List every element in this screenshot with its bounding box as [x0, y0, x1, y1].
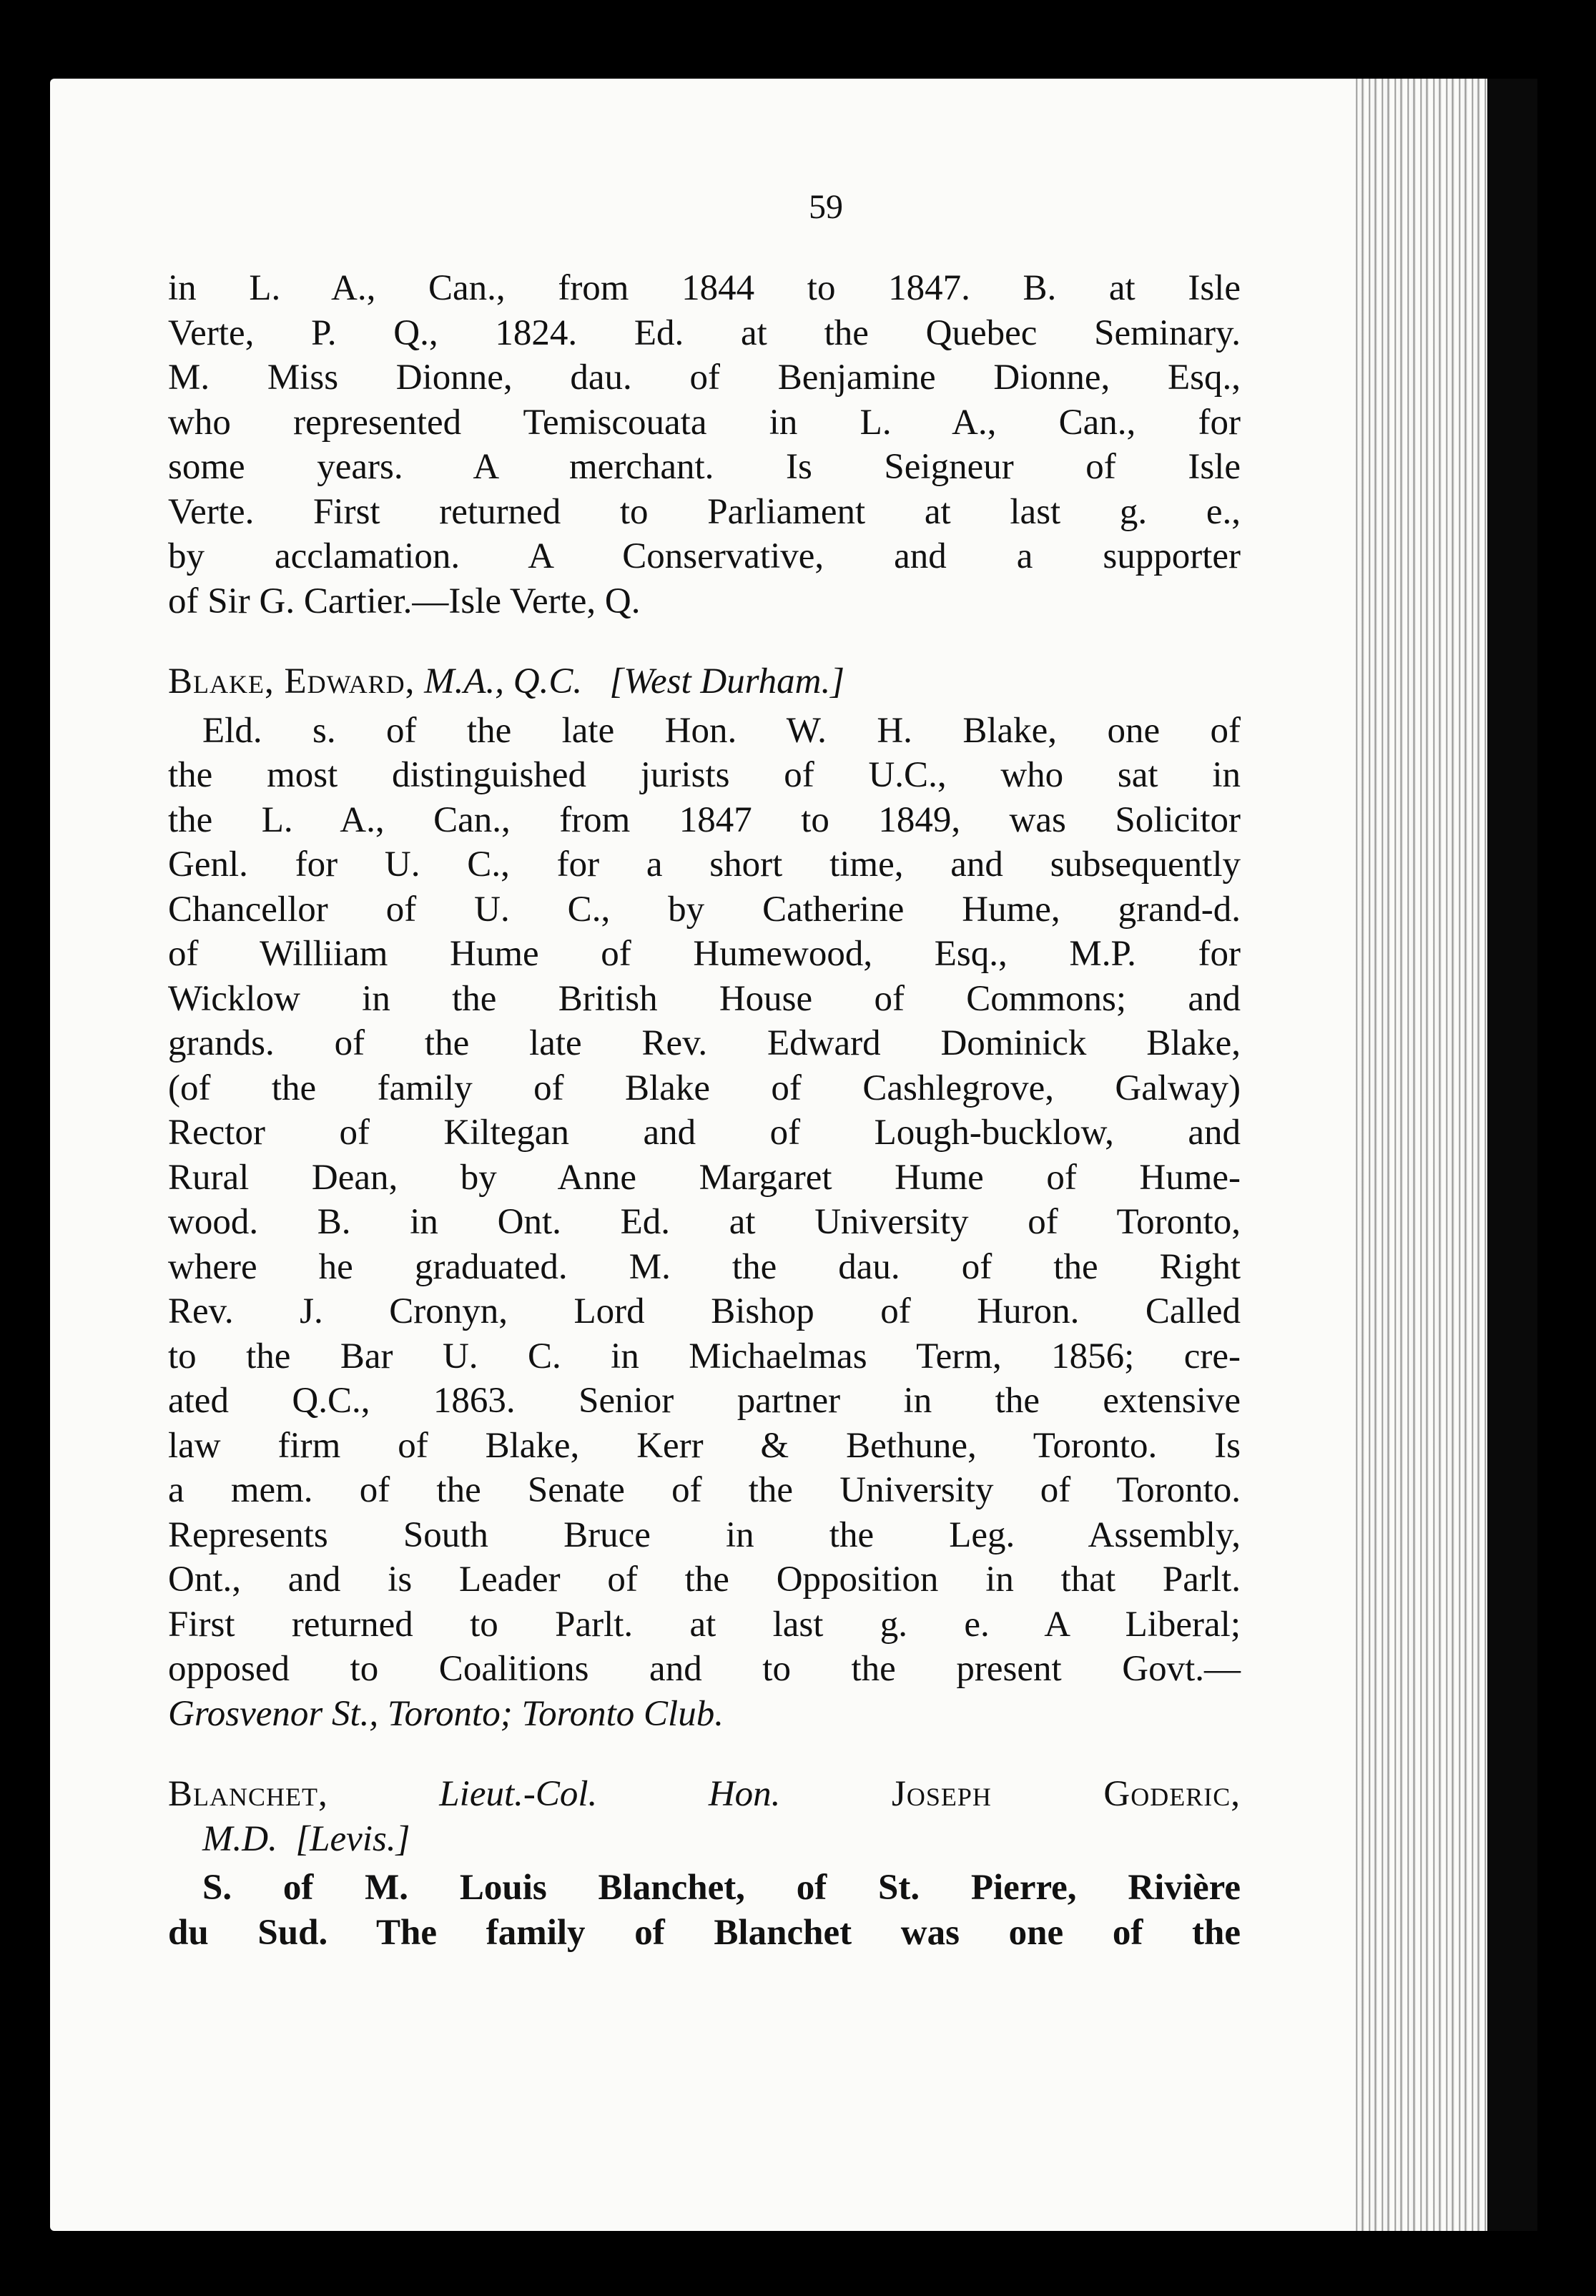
text-line: Ont., and is Leader of the Opposition in that Parlt. [168, 1560, 1241, 1600]
text-line: Genl. for U. C., for a short time, and subsequently [168, 844, 1241, 885]
book-page [50, 79, 1537, 2231]
text-line: to the Bar U. C. in Michaelmas Term, 1856; cre- [168, 1336, 1241, 1376]
text-line: Rural Dean, by Anne Margaret Hume of Hume- [168, 1157, 1241, 1198]
entry-continued [168, 266, 1241, 624]
entry-blake [168, 659, 1241, 1736]
entry-blanchet [168, 1772, 1241, 1955]
text-line: ated Q.C., 1863. Senior partner in the extensive [168, 1381, 1241, 1421]
entry-name: Blanchet, [168, 1774, 328, 1814]
entry-given-names: Joseph Goderic, [891, 1774, 1241, 1814]
text-line: in L. A., Can., from 1844 to 1847. B. at Isle [168, 268, 1241, 308]
text-line: Verte. First returned to Parliament at last g. e., [168, 491, 1241, 532]
text-line: (of the family of Blake of Cashlegrove, Galway) [168, 1068, 1241, 1108]
entry-degree: M.D. [202, 1818, 277, 1859]
entry-heading-cont [168, 1817, 1241, 1862]
text-line: S. of M. Louis Blanchet, of St. Pierre, Rivière [202, 1868, 1241, 1908]
text-line: Rector of Kiltegan and of Lough-bucklow, and [168, 1113, 1241, 1153]
entry-title: Lieut.-Col. Hon. [439, 1774, 781, 1814]
page-dark-edge [1487, 79, 1537, 2231]
text-line: du Sud. The family of Blanchet was one of the [168, 1912, 1241, 1953]
entry-address: Grosvenor St., Toronto; Toronto Club. [168, 1693, 724, 1734]
text-line: opposed to Coalitions and to the present Govt.— [168, 1649, 1241, 1689]
entry-heading [168, 659, 1241, 704]
text-line: a mem. of the Senate of the University of Toronto. [168, 1470, 1241, 1510]
text-line: by acclamation. A Conservative, and a supporter [168, 536, 1241, 576]
text-line: M. Miss Dionne, dau. of Benjamine Dionne, Esq., [168, 358, 1241, 398]
text-line: who represented Temiscouata in L. A., Can., for [168, 402, 1241, 443]
entry-riding: [Levis.] [295, 1818, 410, 1859]
text-line: wood. B. in Ont. Ed. at University of Toronto, [168, 1202, 1241, 1242]
text-line: Eld. s. of the late Hon. W. H. Blake, one of [202, 710, 1241, 751]
entry-degrees: M.A., Q.C. [424, 661, 583, 701]
page-text [168, 186, 1241, 1955]
text-line: the most distinguished jurists of U.C., who sat in [168, 755, 1241, 795]
entry-heading [168, 1772, 1241, 1817]
text-line: the L. A., Can., from 1847 to 1849, was Solicitor [168, 799, 1241, 840]
text-line: Verte, P. Q., 1824. Ed. at the Quebec Seminary. [168, 312, 1241, 353]
text-line: First returned to Parlt. at last g. e. A Liberal; [168, 1604, 1241, 1645]
text-line: of Sir G. Cartier.—Isle Verte, Q. [168, 581, 641, 621]
text-line: law firm of Blake, Kerr & Bethune, Toronto. Is [168, 1425, 1241, 1466]
page-number: 59 [809, 188, 843, 226]
text-line: Represents South Bruce in the Leg. Assembly, [168, 1514, 1241, 1555]
entry-riding: [West Durham.] [609, 661, 845, 701]
text-line: grands. of the late Rev. Edward Dominick Blake, [168, 1023, 1241, 1063]
text-line: of Williiam Hume of Humewood, Esq., M.P. for [168, 934, 1241, 974]
entry-name: Blake, Edward, [168, 661, 415, 701]
text-line: Chancellor of U. C., by Catherine Hume, grand-d. [168, 889, 1241, 930]
text-line: Wicklow in the British House of Commons; and [168, 978, 1241, 1019]
text-line: where he graduated. M. the dau. of the Right [168, 1246, 1241, 1287]
text-line: Rev. J. Cronyn, Lord Bishop of Huron. Called [168, 1291, 1241, 1331]
text-line: some years. A merchant. Is Seigneur of Isle [168, 447, 1241, 487]
